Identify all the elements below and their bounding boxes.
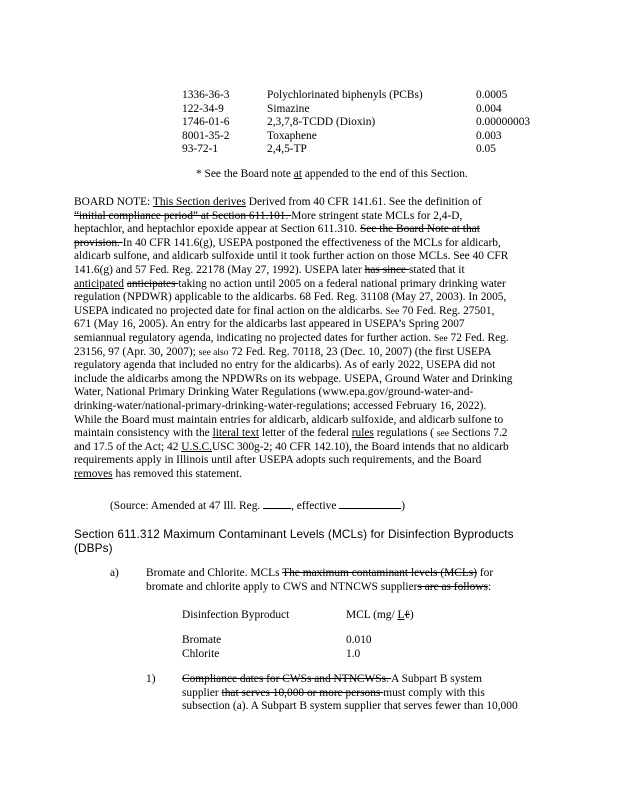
contaminant-name: 2,4,5-TP [267,143,307,156]
table-row: Bromate 0.010 [182,634,372,646]
section-heading: Section 611.312 Maximum Contaminant Levels (MCLs) for Disinfection Byproducts (DBPs) [74,527,514,556]
note-line: include the aldicarbs among the NPDWRs on its webpage. USEPA, Ground Water and Drinking [74,372,513,385]
paragraph-1-text: Compliance dates for CWSs and NTNCWSs. A Subpart B system supplier that serves 10,000 or more persons must comply with this subsection (a). A Subpart B system supplier that serves fewer than 10,000 [182,673,518,713]
cas-number: 1746-01-6 [182,116,230,129]
note-line: aldicarb sulfone, and aldicarb sulfoxide until it took further action on those MCLs. See 40 CFR [74,250,509,263]
mcl-value: 0.003 [476,129,502,142]
note-line: USEPA indicated no projected date for final action on the aldicarbs. See 70 Fed. Reg. 27501, [74,304,495,317]
cas-number: 122-34-9 [182,102,224,115]
note-line: removes has removed this statement. [74,467,242,480]
contaminant-name: 2,3,7,8-TCDD (Dioxin) [267,116,376,129]
mcl-value: 0.05 [476,143,496,156]
note-line: Water, National Primary Drinking Water Regulations (www.epa.gov/ground-water-and- [74,386,474,399]
note-line: drinking-water/national-primary-drinking-water-regulations; accessed February 16, 2022). [74,399,487,412]
note-line: 141.6(g) and 57 Fed. Reg. 22178 (May 27, 1992). USEPA later has since stated that it [74,263,465,276]
note-line: heptachlor, and heptachlor epoxide appear at Section 611.310. See the Board Note at that [74,223,480,236]
note-line: “initial compliance period” at Section 611.101. More stringent state MCLs for 2,4-D, [74,209,463,222]
note-line: maintain consistency with the literal text letter of the federal rules regulations ( see Sections 7.2 [74,427,508,440]
table-footnote: * See the Board note at appended to the end of this Section. [196,168,468,180]
board-note [74,196,544,481]
note-line: requirements apply in Illinois until after USEPA adopts such requirements, and the Board [74,454,482,467]
note-line: regulatory agenda that included no entry for the aldicarbs). As of early 2022, USEPA did not [74,359,496,372]
note-line: 23156, 97 (Apr. 30, 2007); see also 72 Fed. Reg. 70118, 23 (Dec. 10, 2007) (the first USEPA [74,345,492,358]
table-row: Chlorite 1.0 [182,647,361,660]
note-line: and 17.5 of the Act; 42 U.S.C.USC 300g-2; 40 CFR 142.10), the Board intends that no aldicarb [74,440,509,453]
source-line: (Source: Amended at 47 Ill. Reg. , effective ) [110,500,406,512]
paragraph-a-label: a) [110,567,119,579]
contaminant-name: Polychlorinated biphenyls (PCBs) [267,89,423,101]
note-line: anticipated anticipates taking no action until 2005 on a federal national primary drinking water [74,277,506,290]
contaminant-name: Toxaphene [267,129,317,142]
note-line: regulation (NPDWR) applicable to the aldicarbs. 68 Fed. Reg. 31108 (May 27, 2003). In 2005, [74,291,507,304]
contaminant-name: Simazine [267,102,310,115]
mcl-value: 0.004 [476,102,502,115]
cas-number: 1336-36-3 [182,89,230,101]
note-line: 671 (May 16, 2005). An entry for the aldicarbs last appeared in USEPA’s Spring 2007 [74,318,465,331]
paragraph-a-text: Bromate and Chlorite. MCLs The maximum contaminant levels (MCLs) for bromate and chlorite apply to CWS and NTNCWS suppliers are as follows: [146,567,494,593]
mcl-value: 0.0005 [476,89,508,101]
contaminant-table [182,89,562,159]
table-header: Disinfection Byproduct MCL (mg/ Lℓ) [182,609,414,621]
note-line: provision. In 40 CFR 141.6(g), USEPA postponed the effectiveness of the MCLs for aldicarb, [74,236,501,249]
note-line: semiannual regulatory agenda, indicating no projected dates for further action. See 72 Fed. Reg. [74,331,509,344]
paragraph-1-label: 1) [146,673,156,685]
cas-number: 93-72-1 [182,143,219,156]
cas-number: 8001-35-2 [182,129,230,142]
mcl-value: 0.00000003 [476,116,531,129]
note-line: While the Board must maintain entries for aldicarb, aldicarb sulfoxide, and aldicarb sulfone to [74,413,504,426]
dbp-table [182,609,482,659]
note-line: BOARD NOTE: This Section derives Derived from 40 CFR 141.61. See the definition of [74,196,482,208]
